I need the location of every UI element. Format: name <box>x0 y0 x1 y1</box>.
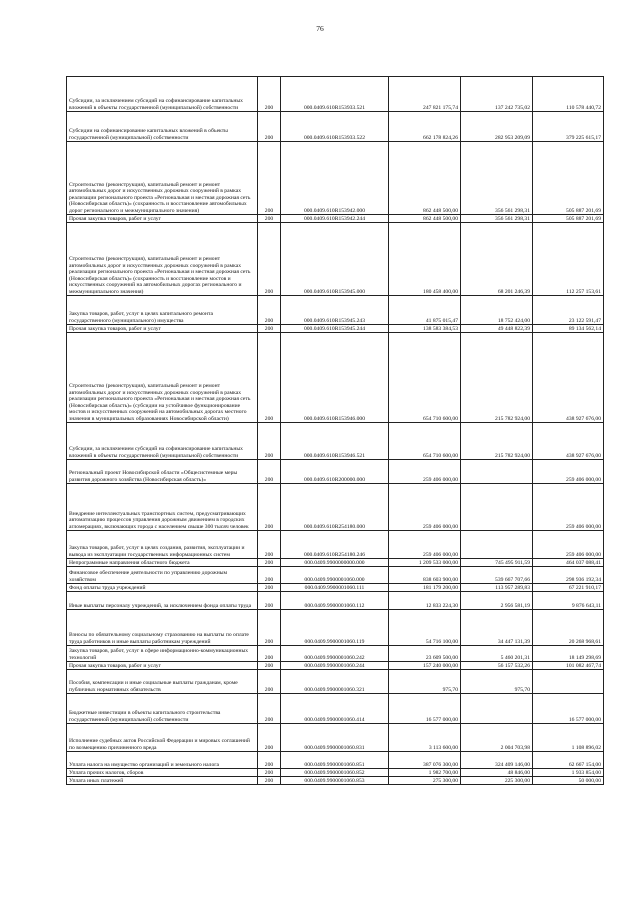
row-executed: 975,70 <box>461 670 533 694</box>
row-code-line: 200 <box>258 423 281 460</box>
table-row <box>67 670 604 694</box>
row-budget-code: 000.0409.9900001060.853 <box>281 777 389 785</box>
row-budget-code: 000.0409.610R153945.244 <box>281 325 389 333</box>
row-code-line: 200 <box>258 610 281 646</box>
row-budget-code: 000.0409.610R254180.000 <box>281 484 389 531</box>
row-unexecuted: 62 667 154,00 <box>533 752 604 769</box>
row-name: Прочая закупка товаров, работ и услуг <box>67 215 258 223</box>
row-budget-code: 000.0409.610R153946.521 <box>281 423 389 460</box>
row-code-line: 200 <box>258 694 281 724</box>
row-code-line: 200 <box>258 112 281 142</box>
row-unexecuted: 50 000,00 <box>533 777 604 785</box>
row-budget-code: 000.0409.610R200000.000 <box>281 460 389 484</box>
row-executed: 137 242 735,02 <box>461 77 533 112</box>
row-name: Прочая закупка товаров, работ и услуг <box>67 662 258 670</box>
row-budget-code: 000.0409.610R153942.000 <box>281 142 389 215</box>
row-budget-code: 000.0409.9900001060.321 <box>281 670 389 694</box>
row-code-line: 200 <box>258 584 281 592</box>
row-approved: 259 406 000,00 <box>389 531 461 559</box>
row-budget-code: 000.0409.610R153946.000 <box>281 333 389 423</box>
row-unexecuted: 505 887 201,69 <box>533 215 604 223</box>
row-name: Бюджетные инвестиции в объекты капитального строительства государственной (муниципальной) собственности <box>67 694 258 724</box>
row-code-line: 200 <box>258 592 281 610</box>
row-executed: 2 956 581,19 <box>461 592 533 610</box>
table-row <box>67 531 604 559</box>
row-code-line: 200 <box>258 215 281 223</box>
row-approved: 259 406 000,00 <box>389 460 461 484</box>
row-approved: 275 300,00 <box>389 777 461 785</box>
row-approved: 3 113 600,00 <box>389 724 461 752</box>
row-unexecuted: 438 927 676,00 <box>533 423 604 460</box>
row-executed: 56 157 532,26 <box>461 662 533 670</box>
table-row <box>67 592 604 610</box>
table-row <box>67 460 604 484</box>
row-approved: 23 609 500,00 <box>389 646 461 662</box>
row-code-line: 200 <box>258 646 281 662</box>
row-unexecuted: 379 225 615,17 <box>533 112 604 142</box>
row-budget-code: 000.0409.610R153933.522 <box>281 112 389 142</box>
row-budget-code: 000.0409.9900001060.111 <box>281 584 389 592</box>
row-budget-code: 000.0409.9900001060.000 <box>281 567 389 584</box>
row-name: Строительство (реконструкция), капитальный ремонт и ремонт автомобильных дорог и искусственных дорожных сооружений в рамках реализации регионального проекта «Региональная и местная дорожная сеть (Новосибирская область)» (сохранность и восстановление автомобильных дорог регионального и межмуниципального значения) <box>67 142 258 215</box>
row-name: Строительство (реконструкция), капитальный ремонт и ремонт автомобильных дорог и искусственных дорожных сооружений в рамках реализации регионального проекта «Региональная и местная дорожная сеть (Новосибирская область)» (сохранность и восстановление мостов и искусственных сооружений на автомобильных дорогах регионального и межмуниципального значения) <box>67 223 258 296</box>
row-budget-code: 000.0409.9900000000.000 <box>281 559 389 567</box>
row-name: Закупка товаров, работ, услуг в целях капитального ремонта государственного (муниципального) имущества <box>67 296 258 325</box>
row-budget-code: 000.0409.9900001060.112 <box>281 592 389 610</box>
row-unexecuted: 9 876 643,11 <box>533 592 604 610</box>
row-budget-code: 000.0409.610R254180.246 <box>281 531 389 559</box>
row-executed: 49 448 822,39 <box>461 325 533 333</box>
row-name: Закупка товаров, работ, услуг в сфере информационно-коммуникационных технологий <box>67 646 258 662</box>
table-row <box>67 646 604 662</box>
row-budget-code: 000.0409.9900001060.244 <box>281 662 389 670</box>
row-executed: 356 561 298,31 <box>461 215 533 223</box>
row-approved: 259 406 000,00 <box>389 484 461 531</box>
table-row <box>67 777 604 785</box>
row-name: Прочая закупка товаров, работ и услуг <box>67 325 258 333</box>
row-unexecuted: 505 887 201,69 <box>533 142 604 215</box>
row-name: Закупка товаров, работ, услуг в целях создания, развития, эксплуатации и вывода из эксплуатации государственных информационных систем <box>67 531 258 559</box>
row-executed: 2 004 703,98 <box>461 724 533 752</box>
row-approved: 862 448 500,00 <box>389 142 461 215</box>
row-name: Финансовое обеспечение деятельности по управлению дорожным хозяйством <box>67 567 258 584</box>
row-unexecuted: 101 082 467,74 <box>533 662 604 670</box>
row-budget-code: 000.0409.9900001060.831 <box>281 724 389 752</box>
row-approved: 12 833 224,30 <box>389 592 461 610</box>
row-unexecuted <box>533 670 604 694</box>
row-executed <box>461 460 533 484</box>
row-executed: 34 447 131,39 <box>461 610 533 646</box>
row-approved: 838 603 900,00 <box>389 567 461 584</box>
row-unexecuted: 67 221 910,17 <box>533 584 604 592</box>
table-row <box>67 325 604 333</box>
row-budget-code: 000.0409.9900001060.414 <box>281 694 389 724</box>
row-executed <box>461 484 533 531</box>
table-row <box>67 142 604 215</box>
row-unexecuted: 110 578 440,72 <box>533 77 604 112</box>
row-approved: 1 209 533 000,00 <box>389 559 461 567</box>
row-unexecuted: 89 134 562,14 <box>533 325 604 333</box>
row-approved: 1 982 700,00 <box>389 769 461 777</box>
row-code-line: 200 <box>258 662 281 670</box>
row-code-line: 200 <box>258 752 281 769</box>
table-row <box>67 77 604 112</box>
row-code-line: 200 <box>258 460 281 484</box>
row-executed: 68 201 246,39 <box>461 223 533 296</box>
row-name: Непрограммные направления областного бюджета <box>67 559 258 567</box>
row-code-line: 200 <box>258 724 281 752</box>
row-executed: 282 953 209,09 <box>461 112 533 142</box>
row-approved: 662 178 824,26 <box>389 112 461 142</box>
row-code-line: 200 <box>258 484 281 531</box>
table-row <box>67 584 604 592</box>
row-approved: 138 583 384,53 <box>389 325 461 333</box>
table-row <box>67 559 604 567</box>
row-budget-code: 000.0409.9900001060.852 <box>281 769 389 777</box>
row-code-line: 200 <box>258 296 281 325</box>
table-row <box>67 662 604 670</box>
row-name: Региональный проект Новосибирской области «Общесистемные меры развития дорожного хозяйства (Новосибирская область)» <box>67 460 258 484</box>
row-code-line: 200 <box>258 531 281 559</box>
row-budget-code: 000.0409.610R153942.244 <box>281 215 389 223</box>
row-name: Взносы по обязательному социальному страхованию на выплаты по оплате труда работников и иные выплаты работникам учреждений <box>67 610 258 646</box>
row-name: Субсидии на софинансирование капитальных вложений в объекты государственной (муниципальной) собственности <box>67 112 258 142</box>
row-executed: 113 957 289,83 <box>461 584 533 592</box>
row-unexecuted: 298 936 192,34 <box>533 567 604 584</box>
row-approved: 387 076 300,00 <box>389 752 461 769</box>
row-budget-code: 000.0409.9900001060.851 <box>281 752 389 769</box>
row-approved: 180 458 400,00 <box>389 223 461 296</box>
row-executed: 324 409 146,00 <box>461 752 533 769</box>
row-unexecuted: 438 927 676,00 <box>533 333 604 423</box>
budget-table <box>66 76 604 785</box>
table-row <box>67 724 604 752</box>
table-row <box>67 752 604 769</box>
row-code-line: 200 <box>258 77 281 112</box>
table-row <box>67 333 604 423</box>
row-name: Исполнение судебных актов Российской Федерации и мировых соглашений по возмещению причиненного вреда <box>67 724 258 752</box>
page-number: 76 <box>316 24 324 33</box>
row-unexecuted: 259 406 000,00 <box>533 531 604 559</box>
row-approved: 975,70 <box>389 670 461 694</box>
row-name: Фонд оплаты труда учреждений <box>67 584 258 592</box>
row-code-line: 200 <box>258 769 281 777</box>
row-executed: 745 495 911,59 <box>461 559 533 567</box>
row-budget-code: 000.0409.610R153933.521 <box>281 77 389 112</box>
row-unexecuted: 464 037 088,41 <box>533 559 604 567</box>
table-row <box>67 112 604 142</box>
table-row <box>67 296 604 325</box>
row-name: Строительство (реконструкция), капитальный ремонт и ремонт автомобильных дорог и искусственных дорожных сооружений в рамках реализации регионального проекта «Региональная и местная дорожная сеть (Новосибирская область)» (субсидии на устойчивое функционирование мостов и искусственных сооружений на автомобильных дорогах местного значения в муниципальных образованиях Новосибирской области) <box>67 333 258 423</box>
row-unexecuted: 1 933 854,00 <box>533 769 604 777</box>
row-code-line: 200 <box>258 142 281 215</box>
row-approved: 654 710 600,00 <box>389 333 461 423</box>
row-code-line: 200 <box>258 223 281 296</box>
row-name: Иные выплаты персоналу учреждений, за исключением фонда оплаты труда <box>67 592 258 610</box>
row-approved: 41 875 015,47 <box>389 296 461 325</box>
table-row <box>67 423 604 460</box>
row-name: Уплата налога на имущество организаций и земельного налога <box>67 752 258 769</box>
row-unexecuted: 16 577 000,00 <box>533 694 604 724</box>
row-approved: 654 710 600,00 <box>389 423 461 460</box>
row-unexecuted: 20 268 968,61 <box>533 610 604 646</box>
row-unexecuted: 18 149 298,69 <box>533 646 604 662</box>
row-code-line: 200 <box>258 559 281 567</box>
row-budget-code: 000.0409.610R153945.243 <box>281 296 389 325</box>
row-executed: 215 782 924,00 <box>461 333 533 423</box>
table-row <box>67 215 604 223</box>
table-row <box>67 610 604 646</box>
row-approved: 16 577 000,00 <box>389 694 461 724</box>
row-executed: 356 561 298,31 <box>461 142 533 215</box>
row-executed <box>461 694 533 724</box>
row-code-line: 200 <box>258 670 281 694</box>
row-code-line: 200 <box>258 777 281 785</box>
row-budget-code: 000.0409.9900001060.119 <box>281 610 389 646</box>
row-name: Уплата иных платежей <box>67 777 258 785</box>
row-approved: 247 821 175,74 <box>389 77 461 112</box>
row-unexecuted: 259 406 000,00 <box>533 460 604 484</box>
table-row <box>67 567 604 584</box>
row-code-line: 200 <box>258 333 281 423</box>
row-name: Уплата прочих налогов, сборов <box>67 769 258 777</box>
row-name: Субсидии, за исключением субсидий на софинансирование капитальных вложений в объекты государственной (муниципальной) собственности <box>67 77 258 112</box>
row-approved: 157 240 000,00 <box>389 662 461 670</box>
row-name: Субсидии, за исключением субсидий на софинансирование капитальных вложений в объекты государственной (муниципальной) собственности <box>67 423 258 460</box>
row-approved: 181 179 200,00 <box>389 584 461 592</box>
row-budget-code: 000.0409.9900001060.242 <box>281 646 389 662</box>
row-unexecuted: 1 108 896,02 <box>533 724 604 752</box>
row-name: Внедрение интеллектуальных транспортных систем, предусматривающих автоматизацию процессов управления дорожным движением в городских агломерациях, включающих города с населением свыше 300 тысяч человек <box>67 484 258 531</box>
row-unexecuted: 259 406 000,00 <box>533 484 604 531</box>
row-approved: 862 448 500,00 <box>389 215 461 223</box>
row-code-line: 200 <box>258 567 281 584</box>
row-executed: 225 300,00 <box>461 777 533 785</box>
row-executed <box>461 531 533 559</box>
row-unexecuted: 23 122 591,47 <box>533 296 604 325</box>
table-row <box>67 484 604 531</box>
row-executed: 18 752 424,00 <box>461 296 533 325</box>
row-executed: 5 460 201,31 <box>461 646 533 662</box>
row-executed: 215 782 924,00 <box>461 423 533 460</box>
row-code-line: 200 <box>258 325 281 333</box>
row-executed: 48 846,00 <box>461 769 533 777</box>
table-row <box>67 769 604 777</box>
table-row <box>67 223 604 296</box>
row-unexecuted: 112 257 153,61 <box>533 223 604 296</box>
row-budget-code: 000.0409.610R153945.000 <box>281 223 389 296</box>
row-executed: 539 667 707,66 <box>461 567 533 584</box>
row-name: Пособия, компенсации и иные социальные выплаты гражданам, кроме публичных нормативных обязательств <box>67 670 258 694</box>
table-row <box>67 694 604 724</box>
row-approved: 54 716 100,00 <box>389 610 461 646</box>
